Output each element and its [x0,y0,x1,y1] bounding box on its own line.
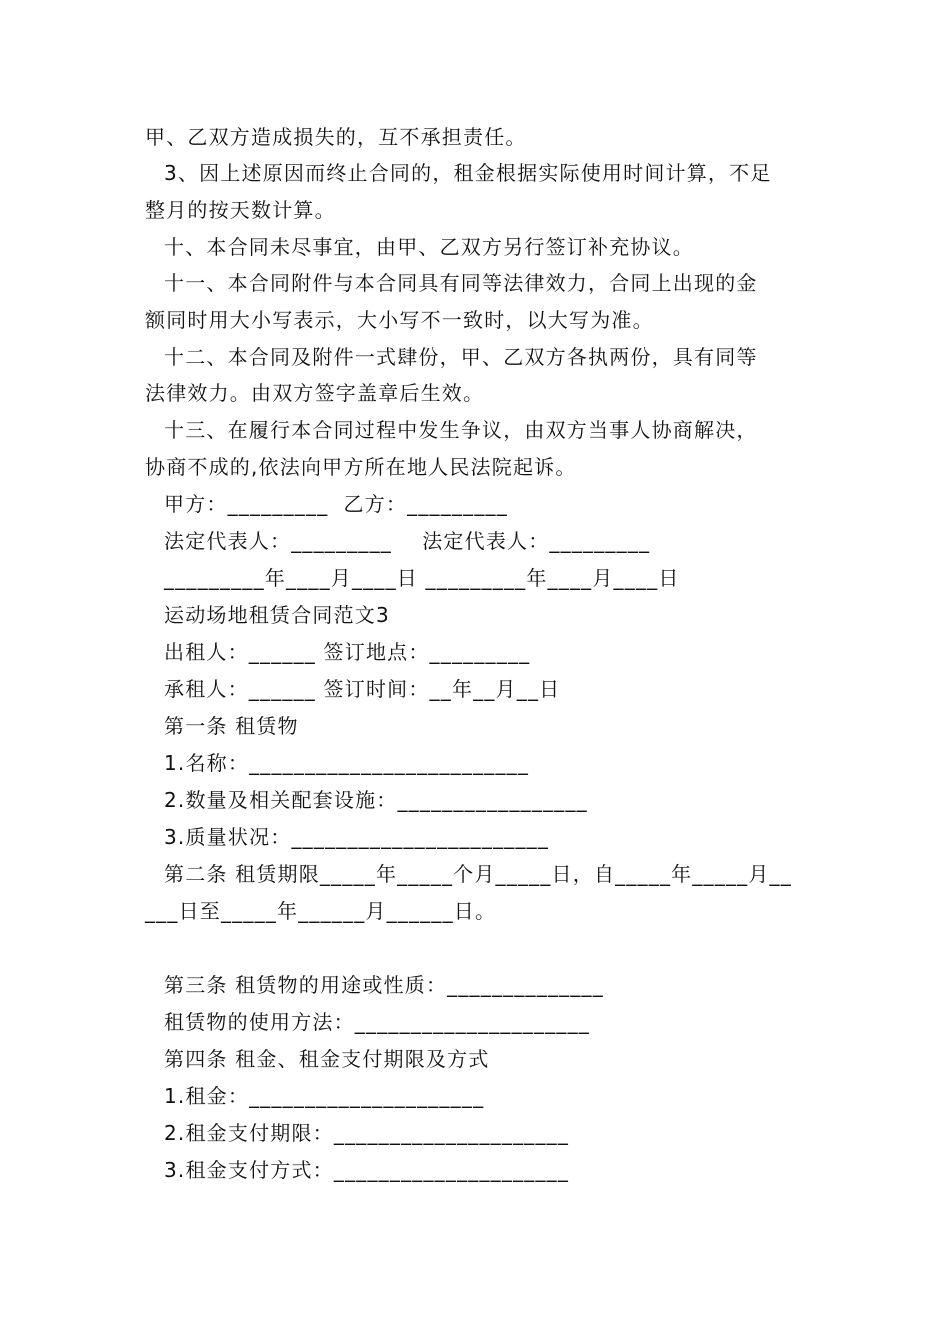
section-heading: 运动场地租赁合同范文3 [164,603,390,627]
text-line: 1.租金：_____________________ [164,1084,485,1108]
clause-heading: 第三条 租赁物的用途或性质：______________ [164,973,604,997]
clause-heading: 第四条 租金、租金支付期限及方式 [164,1047,490,1071]
text-line: 2.数量及相关配套设施：_________________ [164,788,588,812]
text-line: 十、本合同未尽事宜，由甲、乙双方另行签订补充协议。 [164,235,694,259]
text-line: 2.租金支付期限：_____________________ [164,1121,570,1145]
text-line: 3、因上述原因而终止合同的，租金根据实际使用时间计算，不足 [164,161,772,185]
text-line: 法律效力。由双方签字盖章后生效。 [145,381,485,405]
clause-heading: 第二条 租赁期限_____年_____个月_____日，自_____年_____月__ [164,862,792,886]
text-line: 甲、乙双方造成损失的，互不承担责任。 [145,125,527,149]
text-line: ___日至_____年______月______日。 [145,899,497,923]
text-line: 十一、本合同附件与本合同具有同等法律效力，合同上出现的金 [164,271,758,295]
text-line: 十三、在履行本合同过程中发生争议，由双方当事人协商解决， [164,418,758,442]
text-line: 承租人：______ 签订时间：__年__月__日 [164,677,561,701]
text-line: 协商不成的,依法向甲方所在地人民法院起诉。 [145,455,577,479]
signature-party-line: 甲方：_________ 乙方：_________ [164,492,508,516]
text-line: 3.质量状况：_______________________ [164,825,550,849]
text-line: 3.租金支付方式：_____________________ [164,1158,570,1182]
signature-representative-line: 法定代表人：_________ 法定代表人：_________ [164,529,651,553]
signature-date-line: _________年____月____日 _________年____月____日 [164,566,680,590]
text-line: 整月的按天数计算。 [145,198,336,222]
text-line: 租赁物的使用方法：_____________________ [164,1010,590,1034]
text-line: 1.名称：_________________________ [164,751,530,775]
clause-heading: 第一条 租赁物 [164,714,299,738]
text-line: 十二、本合同及附件一式肆份，甲、乙双方各执两份，具有同等 [164,345,758,369]
text-line: 额同时用大小写表示，大小写不一致时，以大写为准。 [145,308,654,332]
text-line: 出租人：______ 签订地点：_________ [164,640,531,664]
